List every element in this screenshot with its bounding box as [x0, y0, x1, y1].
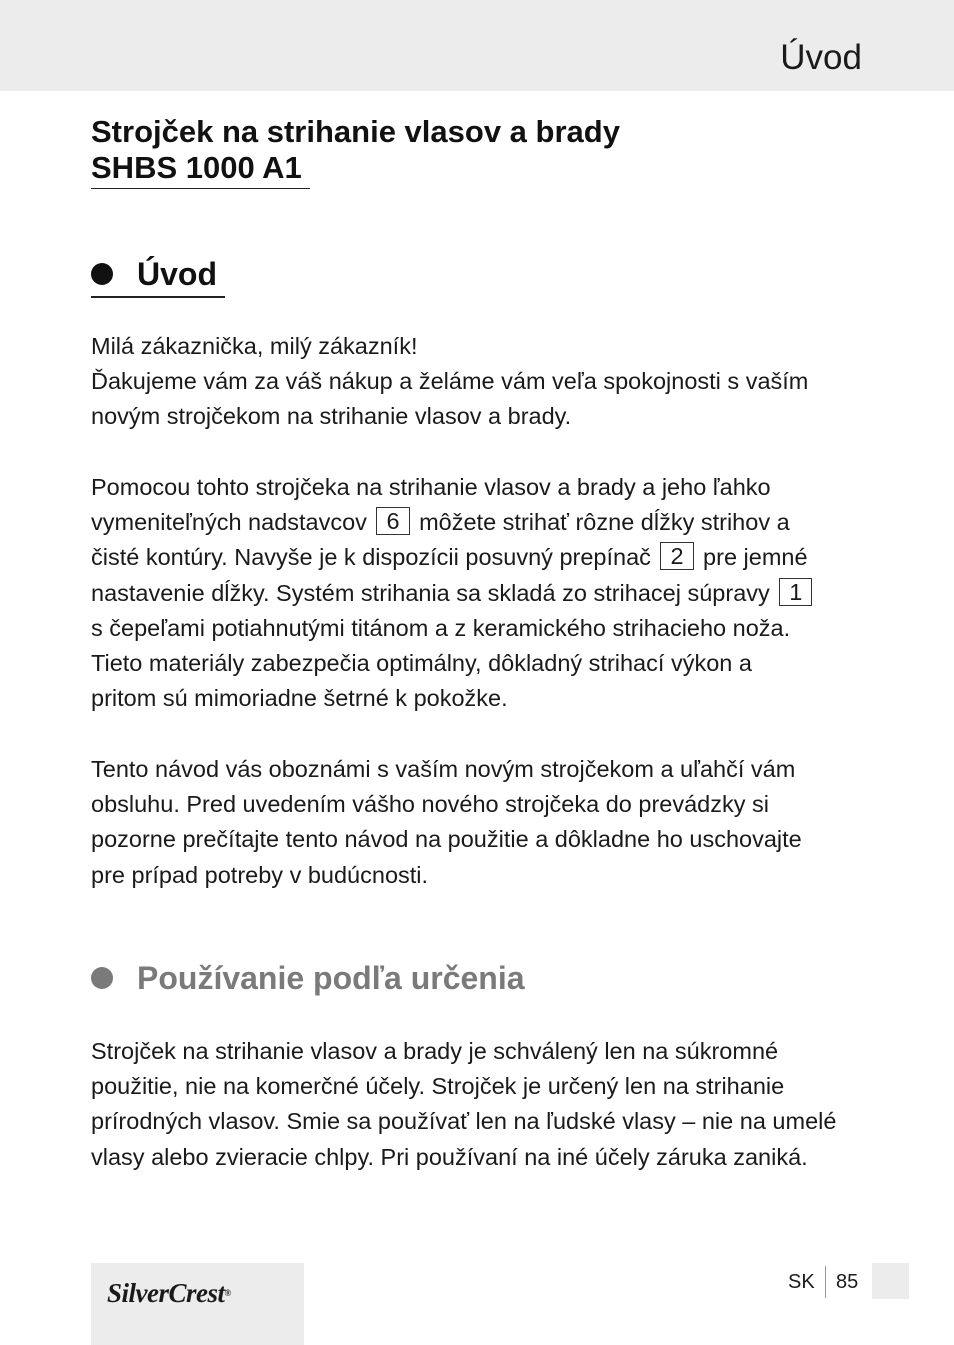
text-segment: čisté kontúry. Navyše je k dispozícii posuvný prepínač	[91, 544, 651, 571]
section-heading-uvod	[91, 254, 225, 298]
text-line: Ďakujeme vám za váš nákup a želáme vám veľa spokojnosti s vaším	[91, 368, 809, 395]
text-line: vlasy alebo zvieracie chlpy. Pri používaní na iné účely záruka zaniká.	[91, 1143, 808, 1170]
text-line: prírodných vlasov. Smie sa používať len na ľudské vlasy – nie na umelé	[91, 1108, 837, 1135]
text-line	[91, 576, 891, 611]
text-line: pritom sú mimoriadne šetrné k pokožke.	[91, 685, 508, 712]
text-line: Strojček na strihanie vlasov a brady je schválený len na súkromné	[91, 1038, 779, 1064]
language-code: SK	[788, 1271, 815, 1293]
brand-logo-text: SilverCrest	[107, 1278, 225, 1308]
intro-paragraph-greeting	[91, 329, 891, 435]
part-reference-6: 6	[376, 507, 409, 535]
text-segment: pre jemné	[703, 544, 808, 571]
section-heading-uvod-text: Úvod	[137, 256, 217, 292]
footer-divider	[825, 1266, 826, 1298]
part-reference-2: 2	[660, 542, 693, 570]
section-heading-intended-use	[91, 958, 691, 1000]
text-segment: môžete strihať rôzne dĺžky strihov a	[419, 509, 790, 536]
model-number: SHBS 1000 A1	[91, 150, 310, 189]
section-heading-intended-use-text: Používanie podľa určenia	[137, 960, 525, 996]
text-line	[91, 505, 891, 540]
bullet-icon	[91, 967, 113, 989]
intro-paragraph-manual	[91, 752, 891, 893]
text-line: pre prípad potreby v budúcnosti.	[91, 861, 429, 888]
registered-mark: ®	[224, 1288, 231, 1298]
brand-logo	[107, 1273, 231, 1313]
brand-logo-box	[91, 1263, 304, 1345]
document-title-line1: Strojček na strihanie vlasov a brady	[91, 114, 620, 149]
text-line: novým strojčekom na strihanie vlasov a brady.	[91, 403, 572, 430]
text-line: Pomocou tohto strojčeka na strihanie vlasov a brady a jeho ľahko	[91, 474, 771, 500]
intended-use-paragraph	[91, 1034, 891, 1175]
header-title: Úvod	[780, 38, 862, 77]
document-title	[91, 114, 620, 189]
text-line: s čepeľami potiahnutými titánom a z keramického strihacieho noža.	[91, 614, 791, 641]
page-number: 85	[836, 1271, 859, 1293]
footer-tab-marker	[872, 1263, 909, 1299]
text-line: pozorne prečítajte tento návod na použitie a dôkladne ho uschovajte	[91, 826, 802, 853]
text-line: Milá zákaznička, milý zákazník!	[91, 333, 418, 359]
header-band	[0, 0, 954, 91]
text-segment: vymeniteľných nadstavcov	[91, 509, 367, 536]
text-line: Tento návod vás oboznámi s vaším novým strojčekom a uľahčí vám	[91, 756, 796, 782]
bullet-icon	[91, 263, 113, 285]
text-line: Tieto materiály zabezpečia optimálny, dôkladný strihací výkon a	[91, 650, 752, 677]
text-line: obsluhu. Pred uvedením vášho nového strojčeka do prevádzky si	[91, 791, 769, 818]
text-line: použitie, nie na komerčné účely. Strojček je určený len na strihanie	[91, 1073, 785, 1100]
part-reference-1: 1	[779, 578, 812, 606]
text-line	[91, 540, 891, 575]
text-segment: nastavenie dĺžky. Systém strihania sa skladá zo strihacej súpravy	[91, 579, 770, 606]
intro-paragraph-features	[91, 470, 891, 716]
